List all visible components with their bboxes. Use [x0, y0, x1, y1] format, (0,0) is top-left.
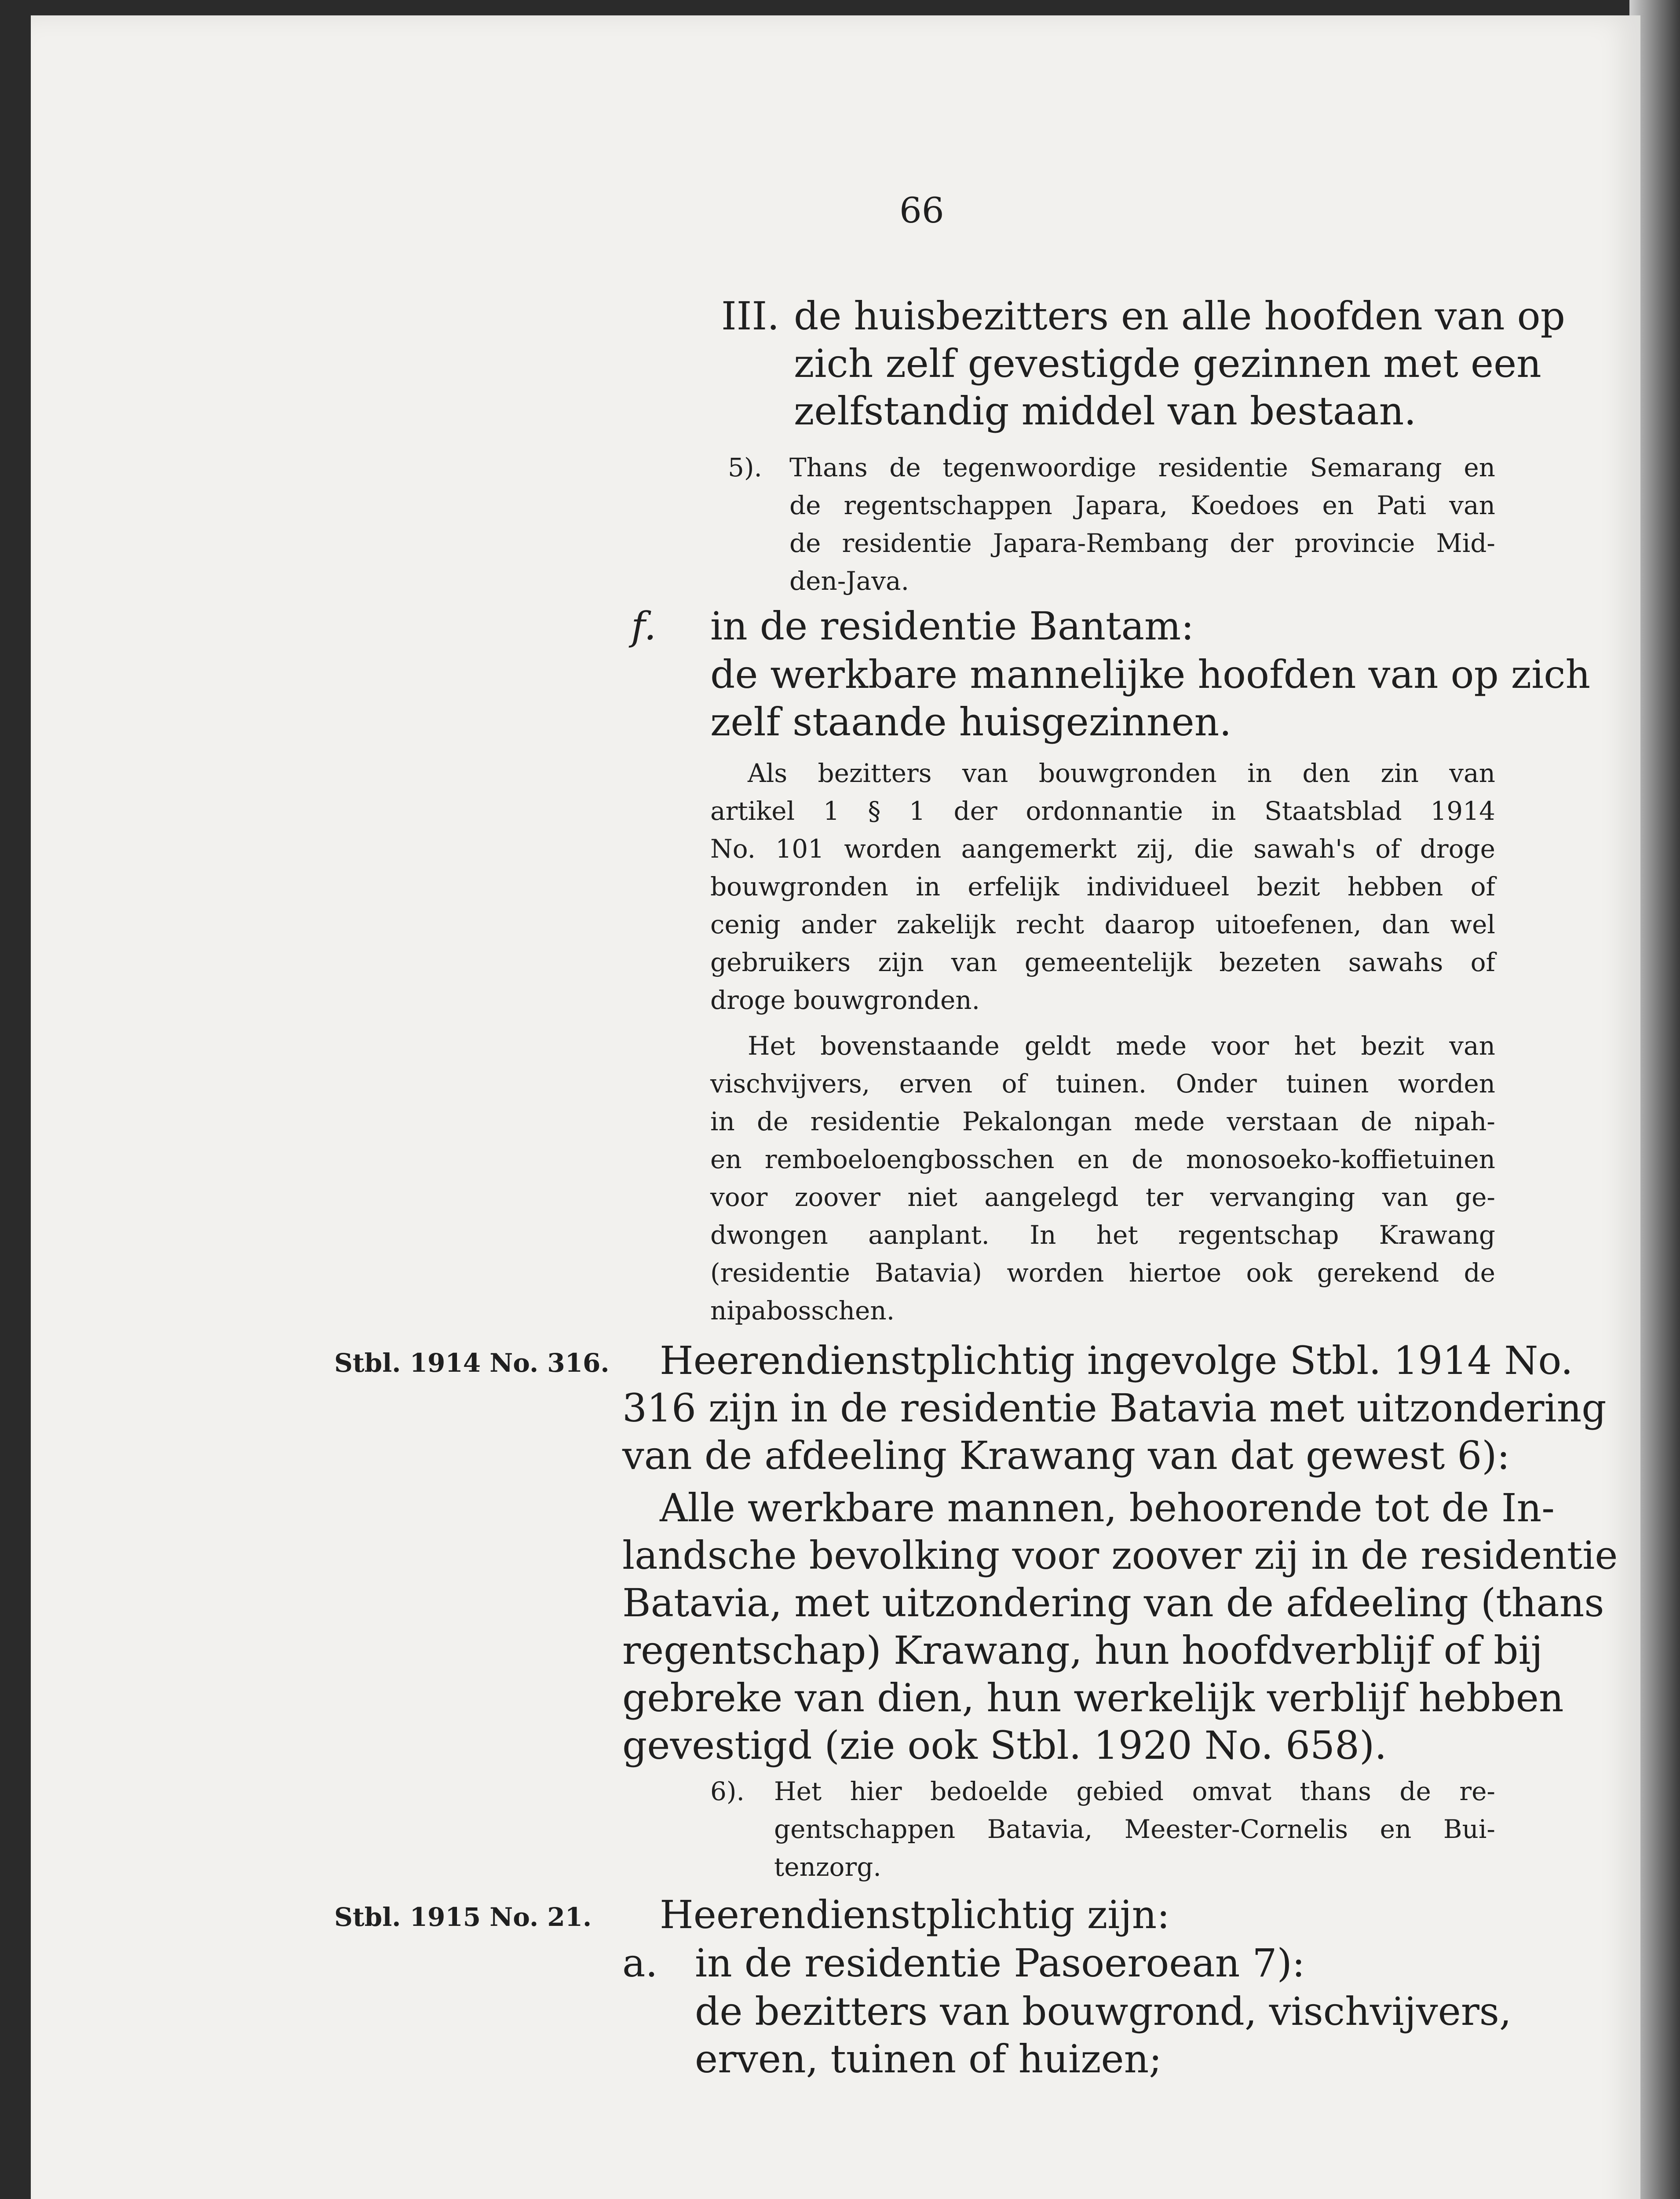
- stbl-1914-paragraph: [622, 1484, 1618, 1769]
- section-III-text: [794, 292, 1565, 435]
- stbl-1914-intro: [622, 1337, 1607, 1479]
- text-line: zelf staande huisgezinnen.: [710, 699, 1232, 745]
- note-line: nipabosschen.: [710, 1296, 895, 1326]
- note-line: bouwgronden in erfelijk individueel bezit hebben of: [710, 872, 1495, 902]
- margin-ref-stbl-1914: Stbl. 1914 No. 316.: [334, 1348, 610, 1378]
- note-line: artikel 1 § 1 der ordonnantie in Staatsblad 1914: [710, 796, 1495, 826]
- scanned-page: [31, 15, 1640, 2199]
- section-f-heading: in de residentie Bantam:: [710, 603, 1194, 649]
- note-line: voor zoover niet aangelegd ter vervanging van ge-: [710, 1182, 1495, 1212]
- text-line: gevestigd (zie ook Stbl. 1920 No. 658).: [622, 1723, 1387, 1768]
- section-III-marker: III.: [721, 293, 780, 339]
- note-line: Het bovenstaande geldt mede voor het bezit van: [748, 1031, 1495, 1061]
- stbl-1915-heading: Heerendienstplichtig zijn:: [660, 1892, 1170, 1937]
- page-number: 66: [899, 190, 944, 231]
- footnote-line: den-Java.: [789, 566, 909, 596]
- item-a-text: [695, 1988, 1512, 2083]
- text-line: gebreke van dien, hun werkelijk verblijf hebben: [622, 1675, 1564, 1720]
- note-line: droge bouwgronden.: [710, 985, 980, 1015]
- section-f-text: [710, 651, 1591, 746]
- footnote-line: Het hier bedoelde gebied omvat thans de re-: [774, 1776, 1495, 1806]
- note-line: en remboeloengbosschen en de monosoeko-koffietuinen: [710, 1144, 1495, 1174]
- text-line: erven, tuinen of huizen;: [695, 2036, 1162, 2082]
- text-line: Heerendienstplichtig ingevolge Stbl. 1914 No.: [660, 1338, 1573, 1383]
- footnote-6-text: [774, 1772, 1495, 1886]
- note-line: gebruikers zijn van gemeentelijk bezeten sawahs of: [710, 947, 1495, 977]
- text-line: Batavia, met uitzondering van de afdeeling (thans: [622, 1580, 1604, 1626]
- text-line: 316 zijn in de residentie Batavia met uitzondering: [622, 1385, 1607, 1431]
- note-line: Als bezitters van bouwgronden in den zin van: [748, 758, 1495, 788]
- footnote-5-text: [789, 449, 1495, 600]
- footnote-5-marker: 5).: [728, 453, 762, 482]
- footnote-line: de residentie Japara-Rembang der provincie Mid-: [789, 528, 1495, 558]
- text-line: landsche bevolking voor zoover zij in de residentie: [622, 1533, 1618, 1578]
- footnote-6-marker: 6).: [710, 1776, 745, 1806]
- text-line: van de afdeeling Krawang van dat gewest 6):: [622, 1433, 1510, 1478]
- margin-ref-stbl-1915: Stbl. 1915 No. 21.: [334, 1902, 592, 1932]
- footnote-line: tenzorg.: [774, 1852, 881, 1882]
- text-line: zelfstandig middel van bestaan.: [794, 388, 1417, 434]
- note-line: (residentie Batavia) worden hiertoe ook gerekend de: [710, 1258, 1495, 1288]
- text-line: regentschap) Krawang, hun hoofdverblijf of bij: [622, 1628, 1543, 1673]
- section-f-marker: f.: [631, 603, 657, 649]
- text-line: de werkbare mannelijke hoofden van op zich: [710, 652, 1591, 697]
- note-line: in de residentie Pekalongan mede verstaan de nipah-: [710, 1107, 1495, 1136]
- note-line: vischvijvers, erven of tuinen. Onder tuinen worden: [710, 1069, 1495, 1099]
- text-line: de huisbezitters en alle hoofden van op: [794, 293, 1565, 339]
- note-line: No. 101 worden aangemerkt zij, die sawah's of droge: [710, 834, 1495, 864]
- footnote-line: Thans de tegenwoordige residentie Semarang en: [789, 453, 1495, 482]
- item-a-heading: in de residentie Pasoeroean 7):: [695, 1940, 1305, 1986]
- text-line: zich zelf gevestigde gezinnen met een: [794, 341, 1541, 386]
- text-line: de bezitters van bouwgrond, vischvijvers,: [695, 1989, 1512, 2034]
- footnote-line: gentschappen Batavia, Meester-Cornelis en Bui-: [774, 1814, 1495, 1844]
- footnote-line: de regentschappen Japara, Koedoes en Pati van: [789, 490, 1495, 520]
- text-line: Alle werkbare mannen, behoorende tot de In-: [660, 1485, 1555, 1531]
- note-bezitters: [710, 754, 1495, 1019]
- note-line: dwongen aanplant. In het regentschap Krawang: [710, 1220, 1495, 1250]
- note-bovenstaande: [710, 1027, 1495, 1330]
- note-line: cenig ander zakelijk recht daarop uitoefenen, dan wel: [710, 910, 1495, 939]
- item-a-marker: a.: [622, 1940, 658, 1986]
